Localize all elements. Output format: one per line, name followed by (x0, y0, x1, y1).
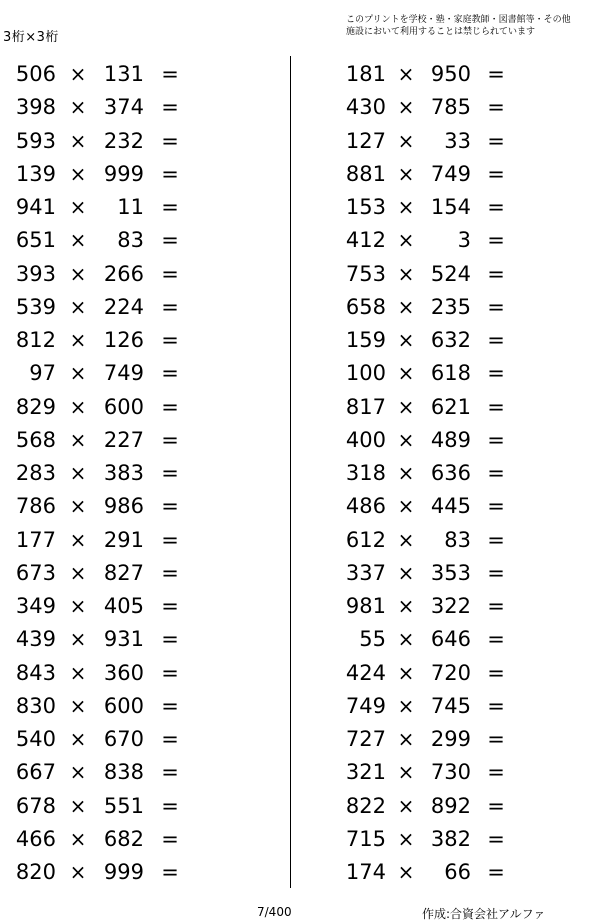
first-operand: 830 (15, 693, 56, 718)
multiply-sign: × (69, 95, 87, 120)
second-operand: 720 (430, 660, 471, 685)
equals-sign: = (161, 826, 179, 851)
multiply-sign: × (69, 128, 87, 153)
first-operand: 715 (345, 826, 386, 851)
multiply-sign: × (397, 95, 415, 120)
multiply-sign: × (69, 62, 87, 86)
multiply-sign: × (69, 161, 87, 186)
second-operand: 383 (103, 461, 144, 485)
equals-sign: = (161, 461, 179, 485)
second-operand: 235 (430, 294, 471, 319)
multiply-sign: × (69, 261, 87, 286)
second-operand: 931 (103, 627, 144, 652)
second-operand: 749 (103, 361, 144, 386)
equals-sign: = (161, 860, 179, 884)
second-operand: 353 (430, 560, 471, 585)
first-operand: 540 (15, 727, 56, 751)
multiply-sign: × (69, 394, 87, 419)
equals-sign: = (487, 793, 505, 818)
second-operand: 489 (430, 427, 471, 452)
second-operand: 11 (117, 195, 144, 219)
first-operand: 820 (15, 860, 56, 884)
multiply-sign: × (397, 62, 415, 86)
multiply-sign: × (397, 261, 415, 286)
multiply-sign: × (69, 527, 87, 552)
multiply-sign: × (397, 461, 415, 485)
equals-sign: = (487, 195, 505, 219)
multiply-sign: × (69, 427, 87, 452)
second-operand: 3 (457, 228, 471, 253)
second-operand: 621 (430, 394, 471, 419)
first-operand: 539 (15, 294, 56, 319)
first-operand: 843 (15, 660, 56, 685)
second-operand: 131 (103, 62, 144, 86)
second-operand: 986 (103, 494, 144, 519)
multiply-sign: × (69, 693, 87, 718)
equals-sign: = (161, 760, 179, 785)
second-operand: 126 (103, 328, 144, 352)
multiply-sign: × (69, 660, 87, 685)
first-operand: 786 (15, 494, 56, 519)
equals-sign: = (487, 161, 505, 186)
first-operand: 283 (15, 461, 56, 485)
equals-sign: = (161, 394, 179, 419)
first-operand: 941 (15, 195, 56, 219)
second-operand: 682 (103, 826, 144, 851)
equals-sign: = (487, 693, 505, 718)
multiply-sign: × (397, 361, 415, 386)
first-operand: 412 (345, 228, 386, 253)
second-operand: 551 (103, 793, 144, 818)
multiply-sign: × (397, 594, 415, 618)
equals-sign: = (161, 793, 179, 818)
equals-sign: = (487, 95, 505, 120)
multiply-sign: × (397, 427, 415, 452)
second-operand: 749 (430, 161, 471, 186)
second-operand: 232 (103, 128, 144, 153)
second-operand: 405 (103, 594, 144, 618)
second-operand: 227 (103, 427, 144, 452)
equals-sign: = (161, 727, 179, 751)
first-operand: 439 (15, 627, 56, 652)
first-operand: 337 (345, 560, 386, 585)
equals-sign: = (487, 560, 505, 585)
first-operand: 55 (359, 627, 386, 652)
equals-sign: = (487, 427, 505, 452)
multiply-sign: × (69, 793, 87, 818)
multiply-sign: × (69, 826, 87, 851)
second-operand: 524 (430, 261, 471, 286)
second-operand: 632 (430, 328, 471, 352)
usage-notice-line-1: このプリントを学校・塾・家庭教師・図書館等・その他 (346, 15, 571, 25)
first-operand: 506 (15, 62, 56, 86)
multiply-sign: × (397, 560, 415, 585)
first-operand: 466 (15, 826, 56, 851)
equals-sign: = (487, 461, 505, 485)
equals-sign: = (487, 760, 505, 785)
equals-sign: = (161, 594, 179, 618)
first-operand: 673 (15, 560, 56, 585)
first-operand: 398 (15, 95, 56, 120)
equals-sign: = (487, 228, 505, 253)
first-operand: 658 (345, 294, 386, 319)
multiply-sign: × (69, 294, 87, 319)
first-operand: 486 (345, 494, 386, 519)
first-operand: 568 (15, 427, 56, 452)
multiply-sign: × (69, 860, 87, 884)
first-operand: 727 (345, 727, 386, 751)
equals-sign: = (161, 294, 179, 319)
first-operand: 321 (345, 760, 386, 785)
first-operand: 174 (345, 860, 386, 884)
multiply-sign: × (69, 727, 87, 751)
equals-sign: = (161, 128, 179, 153)
first-operand: 430 (345, 95, 386, 120)
multiply-sign: × (397, 793, 415, 818)
equals-sign: = (161, 95, 179, 120)
first-operand: 829 (15, 394, 56, 419)
multiply-sign: × (397, 228, 415, 253)
multiply-sign: × (397, 826, 415, 851)
multiply-sign: × (397, 128, 415, 153)
first-operand: 100 (345, 361, 386, 386)
second-operand: 291 (103, 527, 144, 552)
second-operand: 224 (103, 294, 144, 319)
second-operand: 999 (103, 161, 144, 186)
second-operand: 445 (430, 494, 471, 519)
first-operand: 678 (15, 793, 56, 818)
second-operand: 636 (430, 461, 471, 485)
multiply-sign: × (69, 627, 87, 652)
equals-sign: = (487, 128, 505, 153)
first-operand: 667 (15, 760, 56, 785)
equals-sign: = (161, 62, 179, 86)
second-operand: 154 (430, 195, 471, 219)
first-operand: 424 (345, 660, 386, 685)
equals-sign: = (487, 826, 505, 851)
multiply-sign: × (69, 361, 87, 386)
second-operand: 646 (430, 627, 471, 652)
second-operand: 83 (444, 527, 471, 552)
author-credit: 作成:合資会社アルファ (422, 907, 546, 921)
multiply-sign: × (69, 494, 87, 519)
second-operand: 745 (430, 693, 471, 718)
first-operand: 181 (345, 62, 386, 86)
equals-sign: = (161, 494, 179, 519)
second-operand: 360 (103, 660, 144, 685)
first-operand: 318 (345, 461, 386, 485)
second-operand: 618 (430, 361, 471, 386)
multiply-sign: × (397, 627, 415, 652)
second-operand: 299 (430, 727, 471, 751)
first-operand: 159 (345, 328, 386, 352)
second-operand: 322 (430, 594, 471, 618)
second-operand: 83 (117, 228, 144, 253)
equals-sign: = (487, 328, 505, 352)
first-operand: 349 (15, 594, 56, 618)
equals-sign: = (161, 560, 179, 585)
first-operand: 153 (345, 195, 386, 219)
worksheet-title: 3桁×3桁 (3, 30, 59, 45)
equals-sign: = (487, 727, 505, 751)
first-operand: 812 (15, 328, 56, 352)
usage-notice-line-2: 施設において利用することは禁じられています (346, 27, 536, 37)
first-operand: 749 (345, 693, 386, 718)
multiply-sign: × (69, 228, 87, 253)
multiply-sign: × (397, 494, 415, 519)
first-operand: 97 (29, 361, 56, 386)
multiply-sign: × (397, 727, 415, 751)
equals-sign: = (161, 660, 179, 685)
multiply-sign: × (397, 328, 415, 352)
second-operand: 266 (103, 261, 144, 286)
equals-sign: = (487, 594, 505, 618)
column-divider (290, 56, 291, 888)
second-operand: 785 (430, 95, 471, 120)
first-operand: 817 (345, 394, 386, 419)
second-operand: 600 (103, 394, 144, 419)
equals-sign: = (487, 494, 505, 519)
multiply-sign: × (397, 394, 415, 419)
equals-sign: = (487, 660, 505, 685)
equals-sign: = (161, 693, 179, 718)
first-operand: 593 (15, 128, 56, 153)
second-operand: 730 (430, 760, 471, 785)
multiply-sign: × (397, 860, 415, 884)
multiply-sign: × (397, 294, 415, 319)
page-number: 7/400 (257, 905, 292, 919)
equals-sign: = (487, 860, 505, 884)
equals-sign: = (161, 427, 179, 452)
multiply-sign: × (69, 594, 87, 618)
equals-sign: = (161, 261, 179, 286)
equals-sign: = (487, 627, 505, 652)
first-operand: 822 (345, 793, 386, 818)
second-operand: 382 (430, 826, 471, 851)
first-operand: 753 (345, 261, 386, 286)
multiply-sign: × (397, 693, 415, 718)
second-operand: 33 (444, 128, 471, 153)
equals-sign: = (161, 228, 179, 253)
multiply-sign: × (397, 195, 415, 219)
first-operand: 612 (345, 527, 386, 552)
second-operand: 600 (103, 693, 144, 718)
equals-sign: = (161, 361, 179, 386)
equals-sign: = (161, 627, 179, 652)
multiply-sign: × (397, 760, 415, 785)
equals-sign: = (487, 394, 505, 419)
second-operand: 838 (103, 760, 144, 785)
equals-sign: = (487, 62, 505, 86)
first-operand: 393 (15, 261, 56, 286)
usage-notice (346, 14, 606, 38)
first-operand: 981 (345, 594, 386, 618)
equals-sign: = (161, 328, 179, 352)
second-operand: 670 (103, 727, 144, 751)
second-operand: 374 (103, 95, 144, 120)
first-operand: 127 (345, 128, 386, 153)
multiply-sign: × (69, 195, 87, 219)
second-operand: 827 (103, 560, 144, 585)
multiply-sign: × (397, 660, 415, 685)
equals-sign: = (487, 294, 505, 319)
equals-sign: = (161, 527, 179, 552)
multiply-sign: × (397, 527, 415, 552)
equals-sign: = (487, 261, 505, 286)
equals-sign: = (487, 527, 505, 552)
first-operand: 177 (15, 527, 56, 552)
multiply-sign: × (397, 161, 415, 186)
multiply-sign: × (69, 560, 87, 585)
second-operand: 950 (430, 62, 471, 86)
second-operand: 892 (430, 793, 471, 818)
first-operand: 881 (345, 161, 386, 186)
equals-sign: = (161, 195, 179, 219)
second-operand: 999 (103, 860, 144, 884)
equals-sign: = (487, 361, 505, 386)
second-operand: 66 (444, 860, 471, 884)
first-operand: 400 (345, 427, 386, 452)
first-operand: 651 (15, 228, 56, 253)
first-operand: 139 (15, 161, 56, 186)
equals-sign: = (161, 161, 179, 186)
multiply-sign: × (69, 760, 87, 785)
multiply-sign: × (69, 461, 87, 485)
multiply-sign: × (69, 328, 87, 352)
